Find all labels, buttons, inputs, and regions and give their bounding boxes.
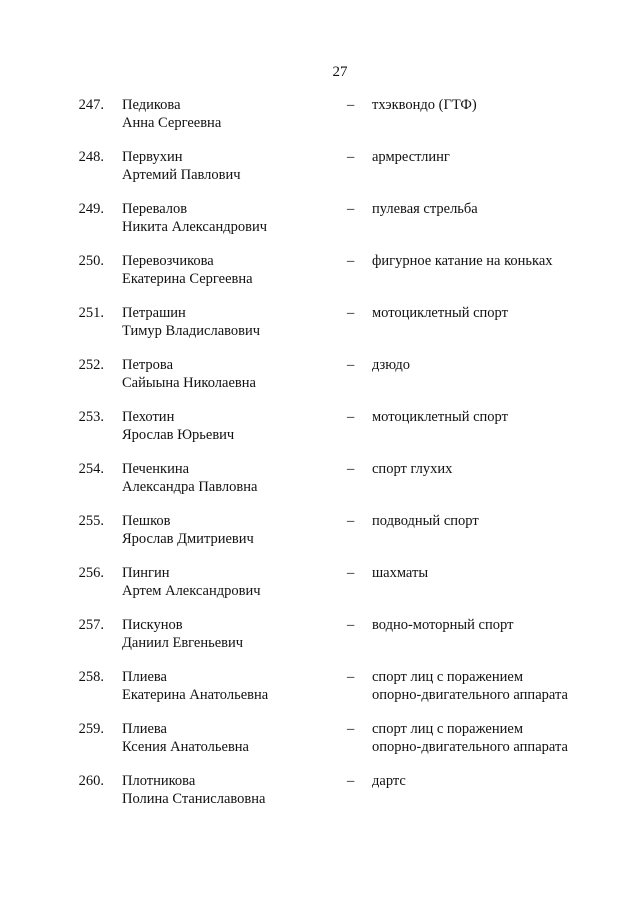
- person-given-name: Артемий Павлович: [122, 167, 241, 183]
- list-item: [0, 668, 640, 720]
- sport-discipline: [372, 408, 508, 426]
- person-given-name: Никита Александрович: [122, 219, 268, 235]
- entry-number: 251.: [78, 305, 104, 321]
- separator-dash: –: [347, 357, 355, 373]
- person-given-name: Ярослав Дмитриевич: [122, 531, 254, 547]
- person-name: [122, 720, 249, 756]
- sport-discipline: [372, 720, 568, 756]
- person-surname: Первухин: [122, 149, 183, 165]
- entry-number: 257.: [78, 617, 104, 633]
- person-given-name: Анна Сергеевна: [122, 115, 222, 131]
- entry-number: 250.: [78, 253, 104, 269]
- list-item: [0, 356, 640, 408]
- sport-line: пулевая стрельба: [372, 201, 478, 217]
- sport-line: опорно-двигательного аппарата: [372, 739, 568, 755]
- person-given-name: Ярослав Юрьевич: [122, 427, 235, 443]
- separator-dash: –: [347, 669, 355, 685]
- entry-number: 260.: [78, 773, 104, 789]
- separator-dash: –: [347, 773, 355, 789]
- entry-number: 255.: [78, 513, 104, 529]
- list-item: [0, 460, 640, 512]
- list-item: [0, 772, 640, 824]
- sport-line: шахматы: [372, 565, 429, 581]
- sport-line: водно-моторный спорт: [372, 617, 514, 633]
- sport-line: спорт лиц с поражением: [372, 721, 523, 737]
- separator-dash: –: [347, 461, 355, 477]
- sport-discipline: [372, 772, 406, 790]
- person-surname: Пингин: [122, 565, 170, 581]
- person-given-name: Ксения Анатольевна: [122, 739, 249, 755]
- sport-line: спорт глухих: [372, 461, 453, 477]
- entry-number: 254.: [78, 461, 104, 477]
- separator-dash: –: [347, 149, 355, 165]
- person-surname: Пехотин: [122, 409, 175, 425]
- sport-line: подводный спорт: [372, 513, 479, 529]
- person-name: [122, 252, 253, 288]
- person-name: [122, 408, 234, 444]
- person-surname: Пискунов: [122, 617, 183, 633]
- separator-dash: –: [347, 513, 355, 529]
- person-name: [122, 460, 257, 496]
- sport-discipline: [372, 356, 410, 374]
- list-item: [0, 304, 640, 356]
- person-surname: Петрашин: [122, 305, 186, 321]
- separator-dash: –: [347, 565, 355, 581]
- person-surname: Пешков: [122, 513, 171, 529]
- sport-line: мотоциклетный спорт: [372, 305, 508, 321]
- person-surname: Печенкина: [122, 461, 190, 477]
- person-surname: Плиева: [122, 721, 167, 737]
- person-surname: Перевозчикова: [122, 253, 214, 269]
- person-name: [122, 564, 261, 600]
- person-given-name: Екатерина Анатольевна: [122, 687, 269, 703]
- separator-dash: –: [347, 253, 355, 269]
- person-name: [122, 304, 260, 340]
- entry-number: 253.: [78, 409, 104, 425]
- list-item: [0, 96, 640, 148]
- list-item: [0, 720, 640, 772]
- person-given-name: Даниил Евгеньевич: [122, 635, 244, 651]
- sport-line: армрестлинг: [372, 149, 450, 165]
- sport-line: дартс: [372, 773, 406, 789]
- person-name: [122, 772, 265, 808]
- separator-dash: –: [347, 721, 355, 737]
- separator-dash: –: [347, 97, 355, 113]
- person-surname: Петрова: [122, 357, 174, 373]
- list-item: [0, 148, 640, 200]
- separator-dash: –: [347, 617, 355, 633]
- list-item: [0, 200, 640, 252]
- sport-line: тхэквондо (ГТФ): [372, 97, 477, 113]
- list-item: [0, 512, 640, 564]
- sport-discipline: [372, 564, 428, 582]
- person-name: [122, 148, 241, 184]
- separator-dash: –: [347, 409, 355, 425]
- entry-number: 258.: [78, 669, 104, 685]
- person-given-name: Сайыына Николаевна: [122, 375, 256, 391]
- entry-number: 248.: [78, 149, 104, 165]
- sport-discipline: [372, 96, 477, 114]
- person-name: [122, 96, 221, 132]
- sport-line: дзюдо: [372, 357, 411, 373]
- sport-line: фигурное катание на коньках: [372, 253, 553, 269]
- sport-discipline: [372, 668, 568, 704]
- person-given-name: Александра Павловна: [122, 479, 258, 495]
- person-surname: Перевалов: [122, 201, 188, 217]
- page-number: 27: [332, 64, 348, 80]
- entry-number: 252.: [78, 357, 104, 373]
- person-name: [122, 200, 267, 236]
- separator-dash: –: [347, 201, 355, 217]
- person-name: [122, 356, 256, 392]
- entry-list: [0, 96, 640, 824]
- person-name: [122, 512, 254, 548]
- entry-number: 249.: [78, 201, 104, 217]
- separator-dash: –: [347, 305, 355, 321]
- sport-discipline: [372, 200, 478, 218]
- list-item: [0, 564, 640, 616]
- entry-number: 247.: [78, 97, 104, 113]
- person-given-name: Тимур Владиславович: [122, 323, 261, 339]
- list-item: [0, 408, 640, 460]
- person-given-name: Екатерина Сергеевна: [122, 271, 253, 287]
- person-surname: Плиева: [122, 669, 167, 685]
- entry-number: 259.: [78, 721, 104, 737]
- person-given-name: Полина Станиславовна: [122, 791, 266, 807]
- person-surname: Плотникова: [122, 773, 196, 789]
- person-name: [122, 668, 268, 704]
- sport-line: мотоциклетный спорт: [372, 409, 508, 425]
- sport-discipline: [372, 512, 479, 530]
- sport-line: опорно-двигательного аппарата: [372, 687, 568, 703]
- sport-discipline: [372, 460, 452, 478]
- sport-discipline: [372, 148, 450, 166]
- sport-line: спорт лиц с поражением: [372, 669, 523, 685]
- sport-discipline: [372, 304, 508, 322]
- person-surname: Педикова: [122, 97, 181, 113]
- person-given-name: Артем Александрович: [122, 583, 261, 599]
- sport-discipline: [372, 616, 513, 634]
- sport-discipline: [372, 252, 553, 270]
- list-item: [0, 252, 640, 304]
- person-name: [122, 616, 243, 652]
- list-item: [0, 616, 640, 668]
- entry-number: 256.: [78, 565, 104, 581]
